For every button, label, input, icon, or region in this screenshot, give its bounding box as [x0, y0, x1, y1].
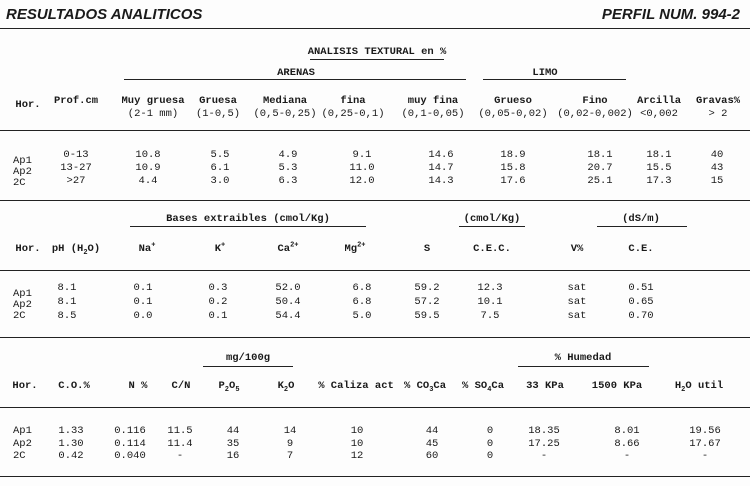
col-muy-fina-range: (0,1-0,05) [401, 108, 465, 120]
header-divider [0, 28, 750, 29]
table-cell: 10 [350, 425, 364, 437]
textural-title-underline [310, 59, 444, 60]
table-cell: 52.0 [275, 282, 301, 294]
table-cell: 10.9 [135, 162, 161, 174]
col-cn: C/N [171, 380, 191, 392]
col-hor: Hor. [12, 380, 38, 392]
table-cell: 0.42 [58, 450, 84, 462]
col-hor: Hor. [15, 99, 41, 111]
col-k2o: $K_2O$ [277, 380, 295, 395]
table-cell: 6.8 [352, 282, 372, 294]
col-mediana-range: (0,5-0,25) [253, 108, 317, 120]
cmol-group-line [459, 226, 525, 227]
table-cell: 15.8 [500, 162, 526, 174]
table-cell: 43 [710, 162, 724, 174]
table-cell: 11.4 [167, 438, 193, 450]
col-p2o5: $P_2O_5$ [218, 380, 240, 395]
table-cell: 17.25 [528, 438, 560, 450]
bottom-divider [0, 476, 750, 477]
table-cell: 59.5 [414, 310, 440, 322]
table-cell: 14.6 [428, 149, 454, 161]
arenas-group-line [124, 79, 466, 80]
humedad-group-label: % Humedad [554, 352, 612, 364]
table-cell: 0.1 [133, 296, 153, 308]
table-cell: 12 [350, 450, 364, 462]
table-cell: 18.35 [528, 425, 560, 437]
table-cell: 9.1 [352, 149, 372, 161]
table-cell: 6.3 [278, 175, 298, 187]
mg-group-label: mg/100g [225, 352, 271, 364]
profile-number: PERFIL NUM. 994-2 [601, 6, 740, 23]
col-v: V% [570, 243, 584, 255]
table-cell: Ap2 [13, 166, 32, 178]
col-ce: C.E. [628, 243, 654, 255]
table-cell: 8.01 [614, 425, 640, 437]
table-cell: 0 [486, 438, 494, 450]
col-co3ca: % $CO_3Ca$ [403, 380, 447, 395]
table-cell: 11.5 [167, 425, 193, 437]
table-cell: 15 [710, 175, 724, 187]
table-cell: Ap1 [13, 155, 32, 167]
table-cell: 14.3 [428, 175, 454, 187]
table-cell: 44 [226, 425, 240, 437]
table-cell: 12.3 [477, 282, 503, 294]
col-gravas: Gravas% [695, 95, 741, 107]
table-cell: 35 [226, 438, 240, 450]
table-cell: 14 [283, 425, 297, 437]
table-cell: 15.5 [646, 162, 672, 174]
table-cell: 3.0 [210, 175, 230, 187]
col-gravas-range: > 2 [708, 108, 728, 120]
table-cell: 11.0 [349, 162, 375, 174]
limo-group-label: LIMO [532, 67, 558, 79]
table-cell: 0.116 [114, 425, 146, 437]
table-cell: 2C [13, 450, 26, 462]
table-cell: 6.1 [210, 162, 230, 174]
table-cell: 12.0 [349, 175, 375, 187]
table-cell: 8.5 [57, 310, 77, 322]
table-cell: 5.5 [210, 149, 230, 161]
bases-group-label: Bases extraibles (cmol/Kg) [166, 213, 330, 225]
col-k: K+ [214, 241, 226, 255]
col-so4ca: % $SO_4Ca$ [461, 380, 505, 395]
table-cell: - [623, 450, 631, 462]
bases-group-line [130, 226, 366, 227]
col-arcilla-range: <0,002 [640, 108, 678, 120]
table-cell: Ap1 [13, 288, 32, 300]
table-cell: 19.56 [689, 425, 721, 437]
table-cell: 25.1 [587, 175, 613, 187]
table-cell: 0.1 [133, 282, 153, 294]
table-cell: 8.1 [57, 282, 77, 294]
table-cell: 13-27 [60, 162, 92, 174]
col-caliza: % Caliza act [318, 380, 394, 392]
col-s: S [423, 243, 431, 255]
table-cell: sat [567, 296, 587, 308]
table-cell: 5.0 [352, 310, 372, 322]
table-cell: Ap2 [13, 299, 32, 311]
table-cell: 44 [425, 425, 439, 437]
table-cell: 17.67 [689, 438, 721, 450]
col-mg: $Mg^{2+}$ [344, 241, 366, 255]
table-cell: 60 [425, 450, 439, 462]
col-muy-fina: muy fina [407, 95, 459, 107]
table-cell: Ap1 [13, 425, 32, 437]
table-cell: - [701, 450, 709, 462]
table-cell: 18.1 [587, 149, 613, 161]
col-grueso: Grueso [494, 95, 532, 107]
table-cell: 4.9 [278, 149, 298, 161]
col-ca: $Ca^{2+}$ [277, 241, 299, 255]
ds-group-line [597, 226, 687, 227]
section-divider [0, 337, 750, 338]
table-cell: 2C [13, 310, 26, 322]
report-title: RESULTADOS ANALITICOS [6, 6, 203, 23]
table-cell: 0.114 [114, 438, 146, 450]
col-gruesa: Gruesa [199, 95, 237, 107]
col-grueso-range: (0,05-0,02) [478, 108, 548, 120]
table-cell: 10.1 [477, 296, 503, 308]
col-mediana: Mediana [262, 95, 308, 107]
table-cell: 16 [226, 450, 240, 462]
table-cell: 8.66 [614, 438, 640, 450]
table-cell: 7 [286, 450, 294, 462]
table-cell: 1.30 [58, 438, 84, 450]
ds-group-label: (dS/m) [622, 213, 660, 225]
col-co: C.O.% [58, 380, 90, 392]
table-cell: 0 [486, 425, 494, 437]
table-cell: Ap2 [13, 438, 32, 450]
table-cell: 0.3 [208, 282, 228, 294]
table-cell: 59.2 [414, 282, 440, 294]
quimica-header-line [0, 407, 750, 408]
table-cell: 2C [13, 177, 26, 189]
section-divider [0, 200, 750, 201]
humedad-group-line [518, 366, 649, 367]
col-arcilla: Arcilla [636, 95, 682, 107]
table-cell: 0.1 [208, 310, 228, 322]
col-fino: Fino [582, 95, 608, 107]
table-cell: 40 [710, 149, 724, 161]
col-cec: C.E.C. [473, 243, 511, 255]
table-cell: 0 [486, 450, 494, 462]
table-cell: 17.3 [646, 175, 672, 187]
table-cell: >27 [66, 175, 86, 187]
col-fina: fina [340, 95, 366, 107]
table-cell: - [176, 450, 184, 462]
arenas-group-label: ARENAS [277, 67, 315, 79]
col-na: Na+ [138, 241, 156, 255]
textural-title: ANALISIS TEXTURAL en % [307, 46, 447, 58]
table-cell: 6.8 [352, 296, 372, 308]
table-cell: 0.0 [133, 310, 153, 322]
col-fina-range: (0,25-0,1) [321, 108, 385, 120]
table-cell: 18.1 [646, 149, 672, 161]
table-cell: sat [567, 310, 587, 322]
col-ph: pH $(H_2O)$ [51, 243, 101, 258]
col-h2o-util: $H_2O$ util [674, 380, 724, 395]
table-cell: 1.33 [58, 425, 84, 437]
table-cell: 9 [286, 438, 294, 450]
table-cell: - [540, 450, 548, 462]
table-cell: 57.2 [414, 296, 440, 308]
bases-header-line [0, 270, 750, 271]
table-cell: 10 [350, 438, 364, 450]
table-cell: 0-13 [63, 149, 89, 161]
limo-group-line [483, 79, 626, 80]
col-1500kpa: 1500 KPa [591, 380, 643, 392]
col-fino-range: (0,02-0,002) [557, 108, 633, 120]
table-cell: 20.7 [587, 162, 613, 174]
table-cell: 4.4 [138, 175, 158, 187]
table-cell: 54.4 [275, 310, 301, 322]
textural-header-line [0, 130, 750, 131]
mg-group-line [203, 366, 293, 367]
col-prof: Prof.cm [53, 95, 99, 107]
col-gruesa-range: (1-0,5) [195, 108, 241, 120]
table-cell: 0.2 [208, 296, 228, 308]
table-cell: 18.9 [500, 149, 526, 161]
col-n: N % [128, 380, 148, 392]
table-cell: sat [567, 282, 587, 294]
table-cell: 0.040 [114, 450, 146, 462]
col-muy-gruesa: Muy gruesa [121, 95, 185, 107]
table-cell: 17.6 [500, 175, 526, 187]
table-cell: 10.8 [135, 149, 161, 161]
table-cell: 0.70 [628, 310, 654, 322]
cmol-group-label: (cmol/Kg) [463, 213, 521, 225]
table-cell: 8.1 [57, 296, 77, 308]
table-cell: 0.51 [628, 282, 654, 294]
col-33kpa: 33 KPa [526, 380, 564, 392]
table-cell: 50.4 [275, 296, 301, 308]
table-cell: 0.65 [628, 296, 654, 308]
table-cell: 7.5 [480, 310, 500, 322]
col-hor: Hor. [15, 243, 41, 255]
table-cell: 5.3 [278, 162, 298, 174]
col-muy-gruesa-range: (2-1 mm) [127, 108, 179, 120]
table-cell: 45 [425, 438, 439, 450]
table-cell: 14.7 [428, 162, 454, 174]
